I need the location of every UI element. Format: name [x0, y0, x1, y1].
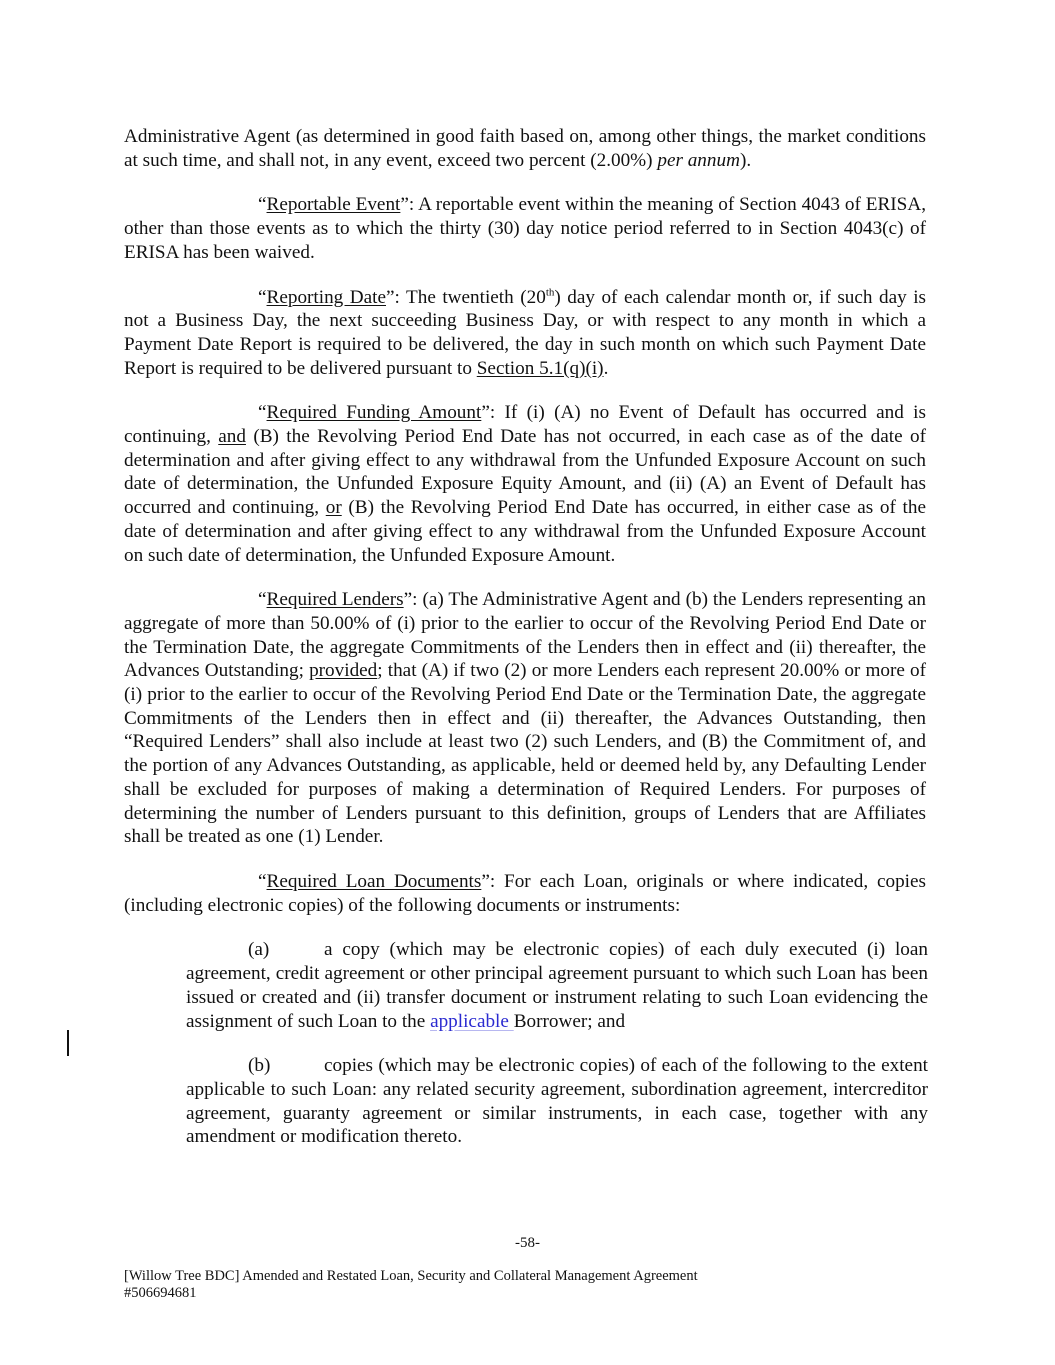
definition-reportable-event: “Reportable Event”: A reportable event within the meaning of Section 4043 of ERISA, other than those events as to which the thirty (30) day notice period referred to in Section 4043(c) of ERISA has been waived. [124, 194, 927, 263]
definition-required-loan-documents: “Required Loan Documents”: For each Loan, originals or where indicated, copies (including electronic copies) of the following documents or instruments: [124, 870, 926, 916]
italic-text: per annum [657, 149, 740, 171]
defined-term: Required Funding Amount [266, 402, 482, 424]
sub-item-a: (a) a copy (which may be electronic copies) of each duly executed (i) loan agreement, credit agreement or other principal agreement pursuant to which such Loan has been issued or created and (ii) transfer document or instrument relating to such Loan evidencing the assignment of such Loan to the applicable Borrower; and [186, 939, 928, 1032]
underlined-word: or [325, 497, 342, 519]
definition-reporting-date: “Reporting Date”: The twentieth (20th) day of each calendar month or, if such day is not a Business Day, the next succeeding Business Day, or with respect to any month in which a Payment Date Report is required to be delivered, the day in such month on which such Payment Date Report is required to be delivered pursuant to Section 5.1(q)(i). [124, 286, 926, 379]
defined-term: Reportable Event [266, 194, 401, 216]
change-bar-marker [67, 1030, 69, 1056]
document-body [124, 125, 926, 1149]
page-number: -58- [515, 1235, 540, 1251]
sub-item-label: (a) [248, 939, 270, 961]
sub-item-b: (b) copies (which may be electronic copies) of each of the following to the extent applicable to such Loan: any related security agreement, subordination agreement, intercreditor agreement, guaranty agreement or similar instruments, in each case, together with any amendment or modification thereto. [186, 1055, 928, 1148]
defined-term: Required Loan Documents [266, 870, 482, 892]
section-reference: Section 5.1(q)(i) [476, 357, 604, 379]
underlined-word: provided [309, 660, 378, 682]
defined-term: Required Lenders [266, 589, 404, 611]
definition-required-funding-amount: “Required Funding Amount”: If (i) (A) no Event of Default has occurred and is continuing, and (B) the Revolving Period End Date has not occurred, in each case as of the date of determination and after giving effect to any withdrawal from the Unfunded Exposure Account on such date of determination, the Unfunded Exposure Equity Amount, and (ii) (A) an Event of Default has occurred and continuing, or (B) the Revolving Period End Date has occurred, in either case as of the date of determination and after giving effect to any withdrawal from the Unfunded Exposure Account on such date of determination, the Unfunded Exposure Amount. [124, 402, 926, 566]
footer [124, 1268, 698, 1302]
footer-doc-id: #506694681 [124, 1285, 197, 1301]
footer-title: [Willow Tree BDC] Amended and Restated Loan, Security and Collateral Management Agreement [124, 1268, 698, 1284]
paragraph-continuation: Administrative Agent (as determined in good faith based on, among other things, the market conditions at such time, and shall not, in any event, exceed two percent (2.00%) per annum). [124, 126, 926, 171]
tracked-change-link[interactable]: applicable [430, 1010, 514, 1032]
defined-term: Reporting Date [266, 286, 386, 308]
definition-required-lenders: “Required Lenders”: (a) The Administrative Agent and (b) the Lenders representing an aggregate of more than 50.00% of (i) prior to the earlier to occur of the Revolving Period End Date or the Termination Date, the aggregate Commitments of the Lenders then in effect and (ii) thereafter, the Advances Outstanding; provided; that (A) if two (2) or more Lenders each represent 20.00% or more of (i) prior to the earlier to occur of the Revolving Period End Date or the Termination Date, the aggregate Commitments of the Lenders then in effect and (ii) thereafter, the Advances Outstanding, then “Required Lenders” shall also include at least two (2) such Lenders, and (B) the Commitment of, and the portion of any Advances Outstanding, as applicable, held or deemed held by, any Defaulting Lender shall be excluded for purposes of making a determination of Required Lenders. For purposes of determining the number of Lenders pursuant to this definition, groups of Lenders that are Affiliates shall be treated as one (1) Lender. [124, 589, 926, 848]
superscript: th [545, 286, 555, 299]
underlined-word: and [218, 426, 246, 448]
sub-item-label: (b) [248, 1055, 271, 1077]
